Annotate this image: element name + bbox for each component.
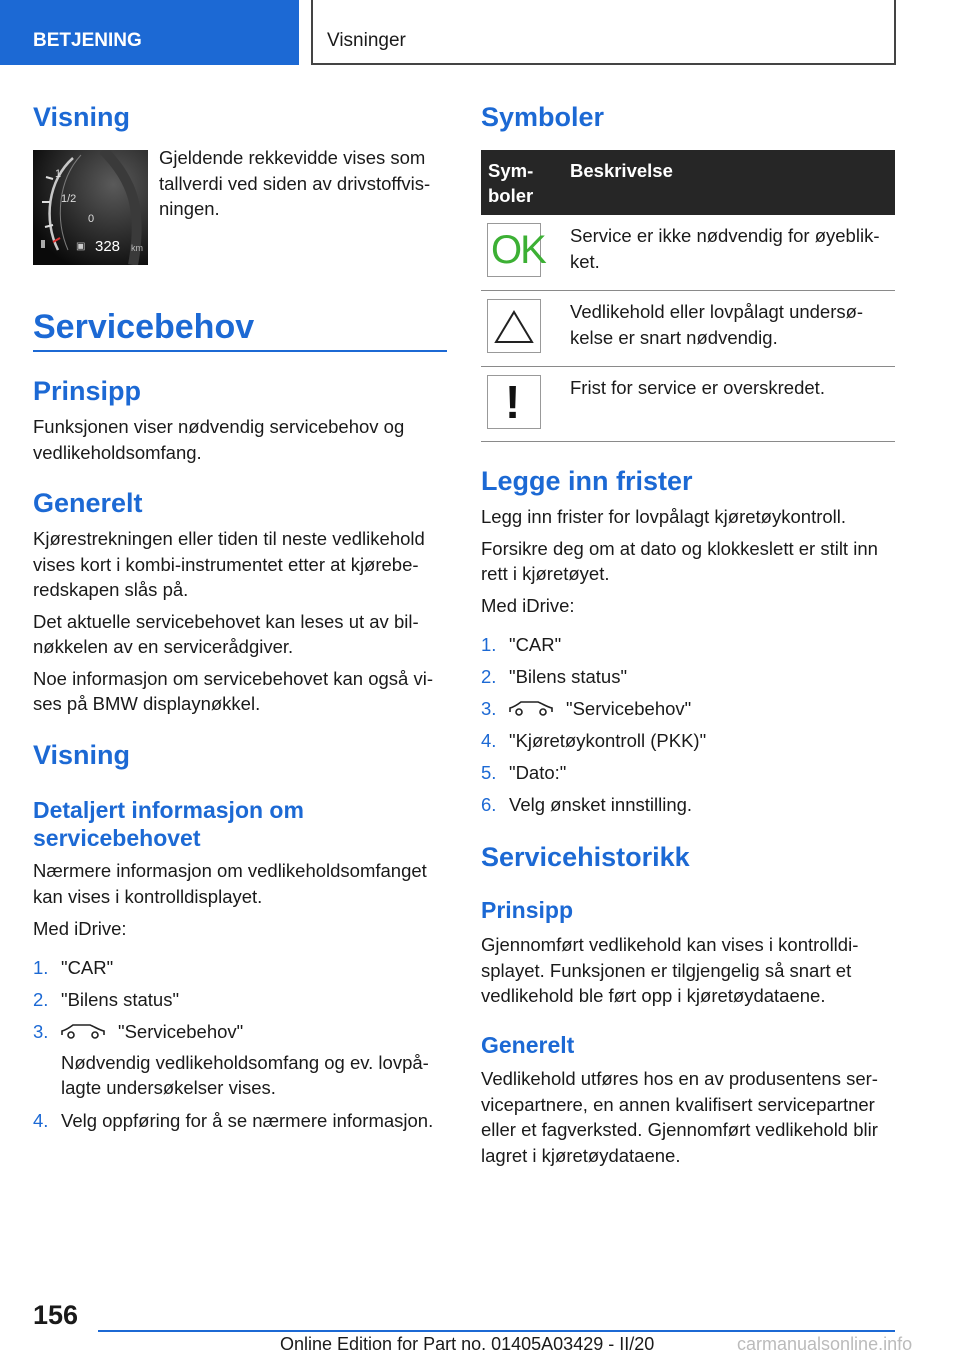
servicehistorikk-heading: Servicehistorikk [481,842,690,872]
legge-heading: Legge inn frister [481,466,693,496]
med-idrive-label: Med iDrive: [33,918,127,939]
fuel-pump-icon: ▣ [76,241,86,252]
page-number: 156 [33,1300,79,1330]
gauge-mark-half: 1/2 [61,193,77,205]
car-icon [508,699,554,717]
col-description-header: Beskrivelse [570,160,673,181]
list-item: "CAR" [61,957,114,978]
list-item: "Kjøretøykontroll (PKK)" [509,730,707,751]
generelt-text: Kjørestrekningen eller tiden til neste vedlikehold vises kort i kombi-instrumentet etter at kjørebe- redskapen slås på. Det aktuelle servicebehovet kan leses ut av bil- nøkkelen av en servicerådgiver. Noe informasjon om servicebehovet kan også vi- ses på BMW displaynøkkel. [33,528,433,714]
list-item: "CAR" [509,634,562,655]
prinsipp-heading-right: Prinsipp [481,897,574,923]
list-item: "Bilens status" [509,666,628,687]
chapter-title: Visninger [311,0,896,65]
range-value: 328 [95,238,121,255]
warning-triangle-icon [487,299,541,353]
fuel-gauge-image [33,150,148,265]
generelt-heading-right: Generelt [481,1032,575,1058]
legge-text: Legg inn frister for lovpålagt kjøretøykontroll. Forsikre deg om at dato og klokkeslett er stilt inn rett i kjøretøyet. Med iDrive: [481,506,878,616]
prinsipp-text-right: Gjennomført vedlikehold kan vises i kontrolldi- splayet. Funksjonen er tilgjengelig så snart et vedlikehold ble ført opp i kjøretøydataene. [481,934,859,1006]
table-row [481,215,895,291]
symbol-table-header [481,150,895,215]
table-row [481,367,895,442]
list-item: "Dato:" [509,762,567,783]
servicebehov-heading: Servicebehov [33,308,255,346]
heading-rule [33,350,447,352]
watermark: carmanualsonline.info [737,1334,913,1354]
list-item: "Bilens status" [61,989,180,1010]
list-item: Velg ønsket innstilling. [509,794,693,815]
section-tab: BETJENING [0,0,299,65]
list-item: Velg oppføring for å se nærmere informasjon. [61,1110,434,1131]
ok-icon: OK [487,223,541,277]
detaljert-heading: Detaljert informasjon om servicebehovet [33,797,304,851]
visning-heading: Visning [33,102,131,132]
visning-text: Gjeldende rekkevidde vises som tallverdi ved siden av drivstoffvis- ningen. [159,147,431,219]
edition-text: Online Edition for Part no. 01405A03429 - II/20 [280,1334,655,1354]
row-description: Service er ikke nødvendig for øyeblik- ket. [570,225,880,272]
gauge-mark-empty: 0 [88,213,95,225]
list-item: "Servicebehov" [566,698,692,719]
col-symbols-header: Sym- boler [488,160,534,206]
list-item-note: lagte undersøkelser vises. [61,1077,276,1098]
car-icon [60,1022,106,1040]
symboler-heading: Symboler [481,102,605,132]
range-unit: km [131,243,143,253]
row-description: Vedlikehold eller lovpålagt undersø- kelse er snart nødvendig. [570,301,864,348]
row-description: Frist for service er overskredet. [570,377,825,398]
generelt-heading: Generelt [33,488,143,518]
visning2-heading: Visning [33,740,131,770]
generelt-text-right: Vedlikehold utføres hos en av produsentens ser- vicepartnere, en annen kvalifisert servicepartner eller et fagverksted. Gjennomført vedlikehold blir lagret i kjøretøydataene. [481,1068,878,1166]
prinsipp-text: Funksjonen viser nødvendig servicebehov og vedlikeholdsomfang. [33,416,405,463]
list-item: "Servicebehov" [118,1021,244,1042]
list-item-note: Nødvendig vedlikeholdsomfang og ev. lovpå- [61,1052,429,1073]
detaljert-text: Nærmere informasjon om vedlikeholdsomfanget kan vises i kontrolldisplayet. [33,860,427,907]
prinsipp-heading: Prinsipp [33,376,142,406]
exclamation-icon: ! [487,375,541,429]
table-row [481,291,895,367]
gauge-mark-full: 1 [55,168,62,180]
footer-rule [98,1330,895,1332]
